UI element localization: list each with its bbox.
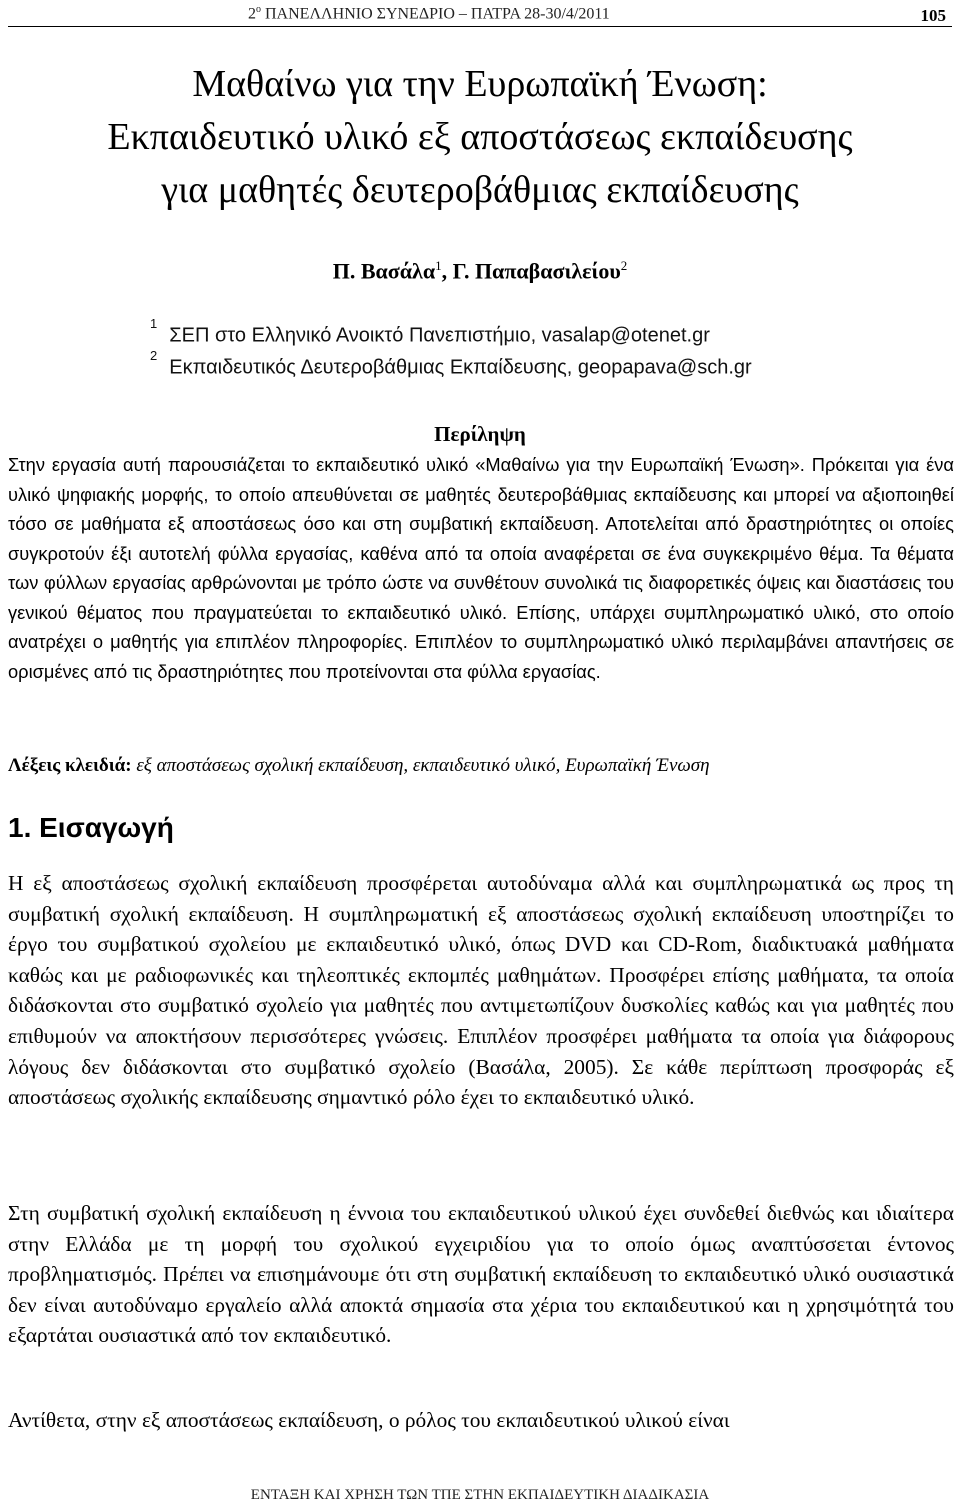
title-line-2: Εκπαιδευτικό υλικό εξ αποστάσεως εκπαίδευσης (107, 116, 853, 158)
running-header (8, 2, 952, 27)
keywords-label: Λέξεις κλειδιά: (8, 755, 132, 776)
title-line-1: Μαθαίνω για την Ευρωπαϊκή Ένωση: (192, 63, 768, 105)
body-paragraph-3: Αντίθετα, στην εξ αποστάσεως εκπαίδευση, ο ρόλος του εκπαιδευτικού υλικού είναι (8, 1408, 730, 1432)
authors: Π. Βασάλα$^1$, Γ. Παπαβασιλείου$^2$ (332, 258, 628, 284)
author-1: Π. Βασάλα (332, 258, 436, 284)
keywords-text: εξ αποστάσεως σχολική εκπαίδευση, εκπαιδευτικό υλικό, Ευρωπαϊκή Ένωση (136, 755, 710, 776)
title-line-3: για μαθητές δευτεροβάθμιας εκπαίδευσης (161, 169, 799, 211)
abstract-heading: Περίληψη (434, 422, 526, 446)
body-paragraph-1: Η εξ αποστάσεως σχολική εκπαίδευση προσφέρεται αυτοδύναμα αλλά και συμπληρωματικά ως προς τη συμβατική σχολική εκπαίδευση. Η συμπληρωματική εξ αποστάσεως σχολική εκπαίδευση υποστηρίζει το έργο του συμβατικού σχολείου με εκπαιδευτικό υλικό, όπως DVD και CD-Rom, διαδικτυακά μαθήματα καθώς και με ραδιοφωνικές και τηλεοπτικές εκπομπές μαθημάτων. Προσφέρει επίσης μαθήματα, τα οποία διδάσκονται στο συμβατικό σχολείο για μαθητές που αντιμετωπίζουν δυσκολίες καθώς και για μαθητές που επιθυμούν να αποκτήσουν περισσότερες γνώσεις. Επιπλέον προσφέρει μαθήματα τα οποία για διάφορους λόγους δεν διδάσκονται στο συμβατικό σχολείο (Βασάλα, 2005). Σε κάθε περίπτωση προσφοράς εξ αποστάσεως σχολικής εκπαίδευσης σημαντικό ρόλο έχει το εκπαιδευτικό υλικό. (8, 871, 954, 1110)
paper-title (0, 58, 960, 217)
body-paragraph-2: Στη συμβατική σχολική εκπαίδευση η έννοια του εκπαιδευτικού υλικού έχει συνδεθεί διεθνώς και ιδιαίτερα στην Ελλάδα με τη μορφή του σχολικού εγχειριδίου για το οποίο όμως αναπτύσσεται έντονος προβληματισμός. Πρέπει να επισημάνουμε ότι στη συμβατική εκπαίδευση το εκπαιδευτικό υλικό ουσιαστικά δεν είναι αυτοδύναμο εργαλείο αλλά αποκτά σημασία στα χέρια του εκπαιδευτικού και η χρησιμότητά του εξαρτάται ουσιαστικά από τον εκπαιδευτικό. (8, 1201, 954, 1348)
affiliation-2: $^2$Εκπαιδευτικός Δευτεροβάθμιας Εκπαίδευσης, geopapava@sch.gr (150, 348, 752, 379)
running-footer: ΕΝΤΑΞΗ ΚΑΙ ΧΡΗΣΗ ΤΩΝ ΤΠΕ ΣΤΗΝ ΕΚΠΑΙΔΕΥΤΙΚΗ ΔΙΑΔΙΚΑΣΙΑ (250, 1487, 710, 1503)
affiliation-1: $^1$ΣΕΠ στο Ελληνικό Ανοικτό Πανεπιστήμιο, vasalap@otenet.gr (150, 316, 710, 347)
author-2: Γ. Παπαβασιλείου (452, 258, 621, 284)
conference-info: $2^o$ ΠΑΝΕΛΛΗΝΙΟ ΣΥΝΕΔΡΙΟ – ΠΑΤΡΑ 28-30/4/2011 (248, 4, 610, 23)
section-heading: 1. Εισαγωγή (8, 812, 174, 843)
abstract-text: Στην εργασία αυτή παρουσιάζεται το εκπαιδευτικό υλικό «Μαθαίνω για την Ευρωπαϊκή Ένωση». Πρόκειται για ένα υλικό ψηφιακής μορφής, το οποίο απευθύνεται σε μαθητές δευτεροβάθμιας εκπαίδευσης και μπορεί να αξιοποιηθεί τόσο σε μαθήματα εξ αποστάσεως όσο και στη συμβατική εκπαίδευση. Αποτελείται από δραστηριότητες οι οποίες συγκροτούν έξι αυτοτελή φύλλα εργασίας, καθένα από τα οποία αναφέρεται σε ένα συγκεκριμένο θέμα. Τα θέματα των φύλλων εργασίας αρθρώνονται με τρόπο ώστε να συνθέτουν συνολικά τις διαφορετικές όψεις και διαστάσεις του γενικού θέματος που πραγματεύεται το εκπαιδευτικό υλικό. Επίσης, υπάρχει συμπληρωματικό υλικό, στο οποίο ανατρέχει ο μαθητής για επιπλέον πληροφορίες. Επιπλέον το συμπληρωματικό υλικό περιλαμβάνει απαντήσεις σε ορισμένες από τις δραστηριότητες που προτείνονται στα φύλλα εργασίας. (8, 454, 954, 682)
keywords (8, 755, 954, 777)
page-number: 105 (920, 6, 946, 25)
